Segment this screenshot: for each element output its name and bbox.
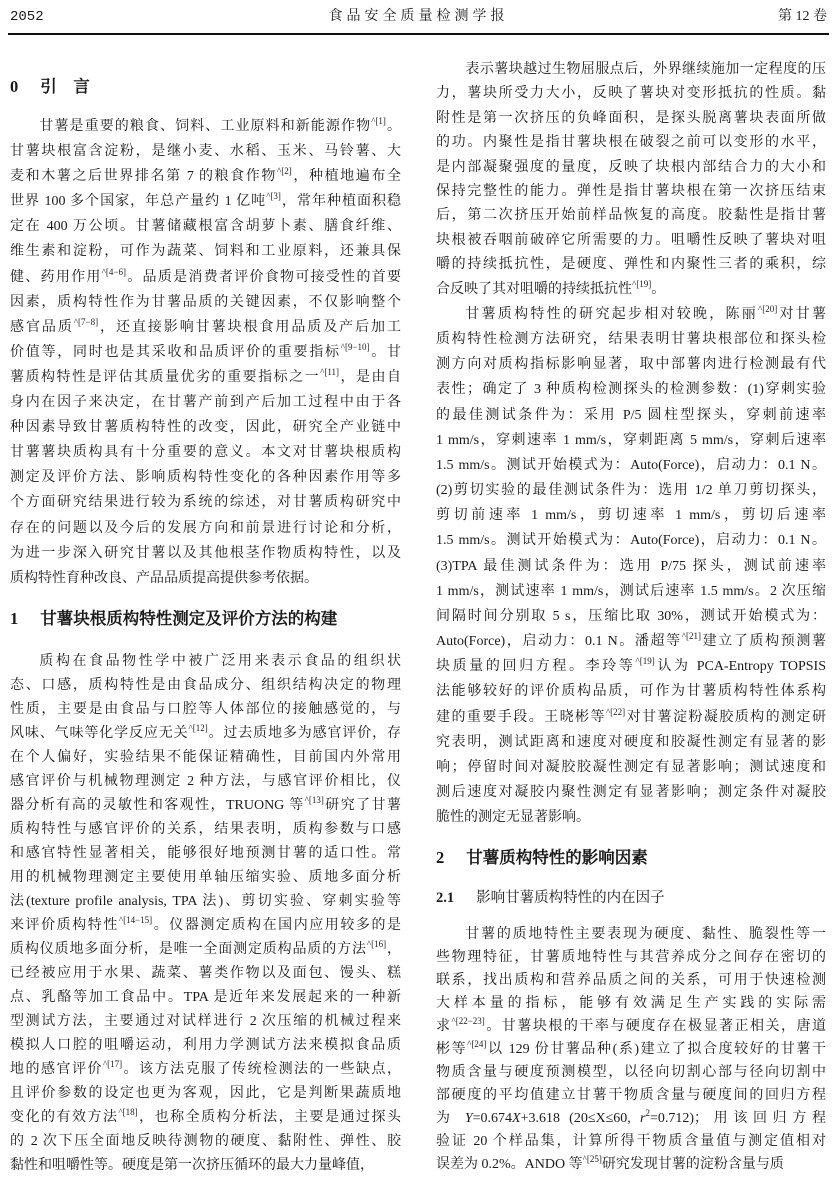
text-line: 脆性的测定无显著影响。 bbox=[436, 810, 590, 826]
text-segment: ，是由自 bbox=[338, 369, 402, 385]
text-segment: 麦和木薯之后世界排名第 7 的粮食作物 bbox=[10, 169, 278, 185]
text-line: 是内部凝聚强度的量度，反映了块根内部结合力的大小和 bbox=[436, 159, 826, 175]
text-line: 型测试方法，主要通过对试样进行 2 次压缩的机械过程来 bbox=[10, 1014, 401, 1029]
text-line bbox=[436, 654, 826, 679]
text-line: 测定及评价方法、影响质构特性变化的各种因素作用等多 bbox=[10, 470, 401, 486]
superscript: 2 bbox=[645, 1108, 650, 1118]
text-segment: +3.618 (20≤X≤60, bbox=[520, 1111, 640, 1126]
text-line: 黏性和咀嚼性等。硬度是第一次挤压循环的最大力量峰值， bbox=[10, 1158, 374, 1173]
text-line: 表性；确定了 3 种质构检测探头的检测参数：(1)穿刺实验 bbox=[436, 382, 826, 398]
math-variable: X bbox=[512, 1111, 521, 1126]
text-line: 验证 20 个样品集，计算所得干物质含量值与测定值相对 bbox=[436, 1134, 826, 1149]
text-segment: ，还直接影响甘薯块根食用品质及产后加工 bbox=[98, 319, 402, 335]
text-segment: 彬等 bbox=[436, 1042, 468, 1057]
text-line: 部硬度的平均值建立甘薯干物质含量与硬度间的回归方程 bbox=[436, 1088, 826, 1103]
text-line: 感官评价与机械物理测定 2 种方法，与感官评价相比，仪 bbox=[10, 774, 401, 789]
text-line: 点、乳酪等加工食品中。TPA 是近年来发展起来的一种新 bbox=[10, 990, 401, 1005]
text-line bbox=[10, 164, 401, 189]
text-line bbox=[436, 278, 826, 302]
section-heading-0 bbox=[10, 76, 401, 98]
text-segment: ，常年种植面积稳 bbox=[280, 194, 402, 210]
text-line: 性质，主要是由食品与口腔等人体部位的接触感觉的，与 bbox=[10, 702, 401, 717]
subsection-number: 2.1 bbox=[436, 890, 455, 906]
text-segment: 以 129 份甘薯品种(系)建立了拟合度较好的甘薯干 bbox=[486, 1042, 826, 1057]
citation-reference: ^[1] bbox=[371, 116, 386, 126]
citation-reference: ^[14−15] bbox=[118, 915, 153, 925]
citation-reference: ^[13] bbox=[304, 795, 324, 805]
text-segment: 建立了质构预测薯 bbox=[701, 634, 827, 650]
text-line: 测后速度对凝胶内聚性测定有显著影响；测定条件对凝胶 bbox=[436, 784, 826, 800]
text-line: 甘薯块根富含淀粉，是继小麦、水稻、玉米、马铃薯、大 bbox=[10, 144, 401, 160]
citation-reference: ^[17] bbox=[102, 1059, 123, 1069]
text-segment: 地的感官评价 bbox=[10, 1062, 103, 1077]
citation-reference: ^[11] bbox=[320, 366, 339, 377]
text-segment: 块质量的回归方程。李玲等 bbox=[436, 659, 636, 675]
text-line: 的 2 次下压全面地反映待测物的硬度、黏附性、弹性、胶 bbox=[10, 1134, 401, 1149]
section-2-1-paragraph bbox=[436, 923, 826, 1176]
text-line: (3)TPA 最佳测试条件为：选用 P/75 探头，测试前速率 bbox=[436, 558, 826, 574]
text-line bbox=[436, 302, 826, 327]
text-segment: 为 bbox=[436, 1111, 465, 1126]
text-line: 态、口感，质构特性是由食品成分、组织结构决定的物理 bbox=[10, 678, 401, 693]
citation-reference: ^[20] bbox=[758, 304, 778, 314]
text-line: 已经被应用于水果、蔬菜、薯类作物以及面包、馒头、糕 bbox=[10, 966, 401, 981]
text-segment: 来评价质构特性 bbox=[10, 918, 119, 933]
text-line bbox=[10, 340, 401, 365]
text-segment: 。过去质地多为感官评价，存 bbox=[207, 726, 402, 741]
text-line: 法能够较好的评价质构品质，可作为甘薯质构特性体系构 bbox=[436, 684, 826, 700]
text-line: 身内在因子来决定，在甘薯产前到产后加工过程中由于各 bbox=[10, 395, 401, 411]
section-title: 引 言 bbox=[40, 77, 90, 96]
text-line: 究表明，测试距离和速度对硬度和胶凝性测定有显著的影 bbox=[436, 734, 826, 750]
text-segment: 世界 100 多个国家，年总产量约 1 亿吨 bbox=[10, 194, 267, 210]
text-line: 间隔时间分别取 5 s，压缩比取 30%，测试开始模式为： bbox=[436, 608, 826, 624]
text-line: 附性是第一次挤压的负峰面积，是探头脱离薯块表面所做 bbox=[436, 110, 826, 126]
text-segment: 研究发现甘薯的淀粉含量与质 bbox=[601, 1157, 784, 1172]
text-line: 保持完整性的能力。弹性是指甘薯块根在第一次挤压结束 bbox=[436, 184, 826, 200]
text-line bbox=[10, 914, 401, 938]
section-title: 甘薯质构特性的影响因素 bbox=[466, 848, 648, 867]
text-segment: 。甘薯块根的干率与硬度存在极显著正相关，唐道 bbox=[484, 1019, 827, 1034]
text-line: 1.5 mm/s。测试开始模式为：Auto(Force)，启动力：0.1 N。 bbox=[436, 533, 826, 549]
text-line: 和感官特性显著相关，能够很好地预测甘薯的适口性。常 bbox=[10, 846, 401, 861]
text-line bbox=[10, 365, 401, 390]
citation-reference: ^[22] bbox=[605, 706, 626, 717]
text-line: 定在 400 万公顷。甘薯储藏根富含胡萝卜素、膳食纤维、 bbox=[10, 219, 401, 235]
citation-reference: ^[21] bbox=[681, 631, 702, 642]
text-segment: 认为 PCA-Entropy TOPSIS bbox=[654, 659, 826, 675]
text-line bbox=[10, 315, 401, 340]
text-segment: 健、药用作用 bbox=[10, 269, 102, 285]
text-segment: ， bbox=[386, 942, 402, 957]
text-line bbox=[10, 1058, 401, 1082]
text-line: 因素，质构特性作为甘薯品质的关键因素，不仅影响整个 bbox=[10, 294, 401, 310]
text-segment: =0.674 bbox=[472, 1111, 513, 1126]
text-segment: 。甘 bbox=[369, 344, 402, 360]
text-line: 法(texture profile analysis, TPA 法)、剪切实验、穿刺实验等 bbox=[10, 894, 401, 909]
text-line bbox=[10, 1106, 401, 1130]
text-line bbox=[10, 794, 401, 818]
text-line: 个方面研究结果进行较为系统的综述，对甘薯质构研究中 bbox=[10, 495, 401, 511]
text-line: 物质含量与硬度预测模型，以径向切割心部与径向切割中 bbox=[436, 1065, 826, 1080]
text-line bbox=[436, 629, 826, 654]
header-rule bbox=[8, 33, 829, 35]
text-line bbox=[10, 114, 401, 139]
text-line: 质构特性育种改良、产品品质提高提供参考依据。 bbox=[10, 570, 318, 586]
citation-reference: ^[19] bbox=[635, 656, 655, 667]
text-line: 质构在食品物性学中被广泛用来表示食品的组织状 bbox=[39, 654, 401, 669]
volume-label: 第 12 卷 bbox=[778, 9, 827, 24]
citation-reference: ^[16] bbox=[366, 939, 387, 949]
text-line: 的最佳测试条件为：采用 P/5 圆柱型探头，穿刺前速率 bbox=[436, 407, 826, 423]
text-line: 质构特性检测方法研究，结果表明甘薯块根部位和探头检 bbox=[436, 332, 826, 348]
text-line: 甘薯薯块质构具有十分重要的意义。本文对甘薯块根质构 bbox=[10, 445, 401, 461]
section-number: 1 bbox=[10, 609, 19, 628]
text-line: 质构特性与感官评价的关系，结果表明，质构参数与口感 bbox=[10, 822, 401, 837]
math-variable: Y bbox=[464, 1111, 473, 1126]
journal-title: 食品安全质量检测学报 bbox=[328, 9, 509, 24]
text-segment: 甘薯质构特性的研究起步相对较晚，陈丽 bbox=[465, 307, 759, 322]
text-segment: 。品质是消费者评价食物可接受性的首要 bbox=[125, 269, 402, 285]
citation-reference: ^[25] bbox=[582, 1154, 602, 1164]
text-line: 的功。内聚性是指甘薯块根在破裂之前可以变形的水平， bbox=[436, 135, 826, 151]
text-line bbox=[10, 189, 401, 214]
citation-reference: ^[24] bbox=[467, 1039, 487, 1049]
citation-reference: ^[12] bbox=[188, 723, 208, 733]
math-variable: r bbox=[639, 1111, 646, 1126]
text-segment: ，也称全质构分析法，主要是通过探头 bbox=[137, 1110, 402, 1125]
text-line: 种因素导致甘薯质构特性的改变，因此，研究全产业链中 bbox=[10, 420, 401, 436]
text-segment: 甘薯是重要的粮食、饲料、工业原料和新能源作物 bbox=[39, 119, 372, 134]
text-line: 且评价参数的设定也更为客观，因此，它是判断果蔬质地 bbox=[10, 1086, 401, 1101]
citation-reference: ^[7−8] bbox=[73, 316, 99, 327]
text-segment: 风味、气味等化学反应无关 bbox=[10, 726, 189, 741]
section-heading-2 bbox=[436, 847, 826, 869]
texture-research-paragraph bbox=[436, 302, 826, 830]
text-line: 后，第二次挤压开始前样品恢复的高度。胶黏性是指甘薯 bbox=[436, 208, 826, 224]
text-line: 块根被吞咽前破碎它所需要的力。咀嚼性反映了薯块对咀 bbox=[436, 232, 826, 248]
text-line: 响；停留时间对凝胶胶凝性测定有显著影响；测试速度和 bbox=[436, 759, 826, 775]
text-line bbox=[436, 1107, 826, 1130]
text-line: 表示薯块越过生物屈服点后，外界继续施加一定程度的压 bbox=[465, 62, 826, 77]
text-line: 力，薯块所受力大小，反映了薯块对变形抵抗的性质。黏 bbox=[436, 86, 826, 102]
text-segment: 对甘薯 bbox=[777, 307, 827, 322]
text-line bbox=[10, 722, 401, 746]
citation-reference: ^[18] bbox=[118, 1107, 138, 1117]
text-segment: 薯质构特性是评估其质量优劣的重要指标之一 bbox=[10, 369, 321, 385]
text-line bbox=[436, 1038, 826, 1061]
text-line: 联系，找出质构和营养品质之间的关系，可用于快速检测 bbox=[436, 973, 826, 988]
section-heading-1 bbox=[10, 608, 401, 630]
citation-reference: ^[2] bbox=[277, 166, 292, 177]
text-segment: 误差为 0.2%。ANDO 等 bbox=[436, 1157, 583, 1172]
text-segment: 价值等，同时也是其采收和品质评价的重要指标 bbox=[10, 344, 341, 360]
text-segment: 。仪器测定质构在国内应用较多的是 bbox=[152, 918, 402, 933]
section-1-paragraph bbox=[10, 650, 401, 1178]
text-segment: Auto(Force)，启动力：0.1 N。潘超等 bbox=[436, 634, 682, 650]
text-segment: 。 bbox=[385, 119, 402, 134]
citation-reference: ^[3] bbox=[266, 191, 281, 202]
text-segment: 合反映了其对咀嚼的持续抵抗性 bbox=[436, 281, 632, 297]
citation-reference: ^[22−23] bbox=[451, 1016, 485, 1026]
text-segment: 。该方法克服了传统检测法的一些缺点， bbox=[122, 1062, 402, 1077]
text-line: 在个人偏好，实验结果不能保证精确性，目前国内外常用 bbox=[10, 750, 401, 765]
text-line bbox=[436, 1015, 826, 1038]
text-line: 些物理特征，甘薯质地特性与其营养成分之间存在密切的 bbox=[436, 950, 826, 965]
subsection-heading-2-1 bbox=[436, 888, 826, 908]
text-line: 剪切前速率 1 mm/s，剪切速率 1 mm/s，剪切后速率 bbox=[436, 508, 826, 524]
text-line: 1 mm/s，测试速率 1 mm/s，测试后速率 1.5 mm/s。2 次压缩 bbox=[436, 583, 826, 599]
text-line: 为进一步深入研究甘薯以及其他根茎作物质构特性，以及 bbox=[10, 545, 401, 561]
text-segment: 对甘薯淀粉凝胶质构的测定研 bbox=[625, 709, 827, 725]
text-line bbox=[436, 705, 826, 730]
text-line bbox=[436, 1153, 826, 1176]
text-line: (2)剪切实验的最佳测试条件为：选用 1/2 单刀剪切探头， bbox=[436, 483, 826, 499]
text-line: 模拟人口腔的咀嚼运动，利用力学测试方法来模拟食品质 bbox=[10, 1038, 401, 1053]
intro-paragraph bbox=[10, 114, 401, 591]
text-line bbox=[10, 938, 401, 962]
text-segment: 建的重要手段。王晓彬等 bbox=[436, 709, 606, 725]
citation-reference: ^[9−10] bbox=[340, 341, 370, 352]
text-segment: 研究了甘薯 bbox=[323, 798, 401, 813]
section-number: 2 bbox=[436, 848, 445, 867]
text-line: 测方向对质构指标影响显著，取中部薯肉进行检测最有代 bbox=[436, 357, 826, 373]
text-line: 存在的问题以及今后的发展方向和前景进行讨论和分析， bbox=[10, 520, 401, 536]
text-segment: 质构仪质地多面分析，是唯一全面测定质构品质的方法 bbox=[10, 942, 367, 957]
page-number: 2052 bbox=[10, 9, 44, 25]
text-line: 维生素和淀粉，可作为蔬菜、饲料和工业原料，还兼具保 bbox=[10, 244, 401, 260]
text-line bbox=[10, 265, 401, 290]
text-line: 大样本量的指标，能够有效满足生产实践的实际需 bbox=[436, 996, 826, 1011]
text-segment: ，种植地遍布全 bbox=[291, 169, 402, 185]
text-segment: 变化的有效方法 bbox=[10, 1110, 119, 1125]
section-number: 0 bbox=[10, 77, 19, 96]
subsection-title: 影响甘薯质构特性的内在因子 bbox=[476, 890, 665, 906]
citation-reference: ^[4−6] bbox=[101, 266, 126, 277]
text-line: 1.5 mm/s。测试开始模式为：Auto(Force)，启动力：0.1 N。 bbox=[436, 457, 826, 473]
text-segment: 求 bbox=[436, 1019, 452, 1034]
texture-definitions-paragraph bbox=[436, 58, 826, 302]
text-line: 用的机械物理测定主要使用单轴压缩实验、质地多面分析 bbox=[10, 870, 401, 885]
text-line: 甘薯的质地特性主要表现为硬度、黏性、脆裂性等一 bbox=[465, 927, 826, 942]
text-line: 1 mm/s，穿刺速率 1 mm/s，穿刺距离 5 mm/s，穿刺后速率 bbox=[436, 432, 826, 448]
text-segment: 。 bbox=[651, 281, 666, 297]
text-segment: =0.712)；用该回归方程 bbox=[649, 1111, 826, 1126]
text-line: 嚼的持续抵抗性，是硬度、弹性和内聚性三者的乘积，综 bbox=[436, 257, 826, 273]
citation-reference: ^[19] bbox=[632, 278, 652, 289]
text-segment: 器分析有高的灵敏性和客观性，TRUONG 等 bbox=[10, 798, 305, 813]
text-segment: 感官品质 bbox=[10, 319, 74, 335]
section-title: 甘薯块根质构特性测定及评价方法的构建 bbox=[40, 609, 338, 628]
